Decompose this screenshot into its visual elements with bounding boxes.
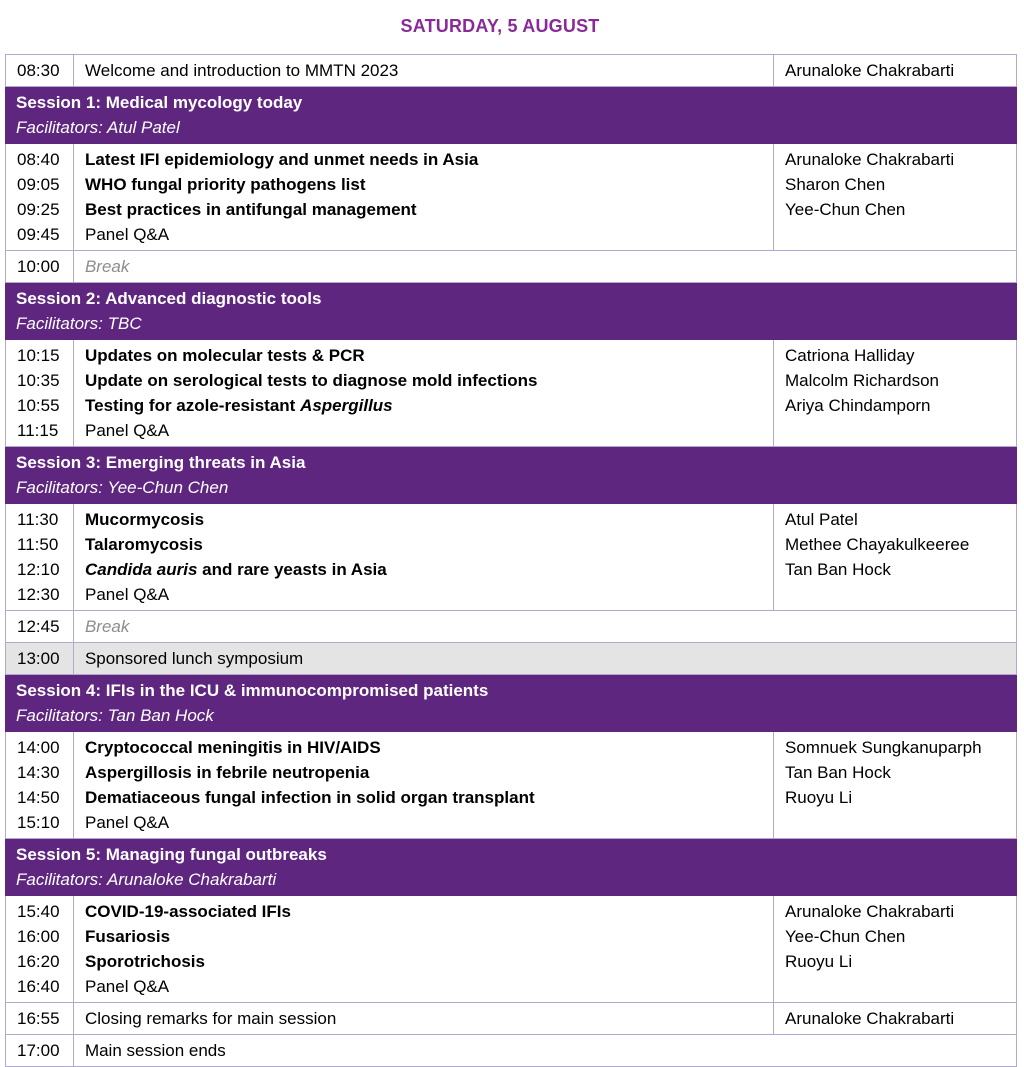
talk-title	[85, 222, 773, 247]
agenda-row	[5, 1003, 1017, 1035]
time-cell: 10:55	[17, 396, 60, 415]
title-part: Panel Q&A	[85, 225, 170, 244]
time-column	[6, 732, 74, 838]
time-column	[6, 504, 74, 610]
speaker-name	[785, 974, 1016, 999]
time-cell: 10:35	[17, 371, 60, 390]
speaker-name: Somnuek Sungkanuparph	[785, 738, 982, 757]
agenda-group	[5, 504, 1017, 611]
talk-title	[85, 393, 773, 418]
speaker-cell: Arunaloke Chakrabarti	[785, 61, 955, 80]
speaker-name: Catriona Halliday	[785, 346, 915, 365]
time-cell: 08:30	[6, 55, 74, 86]
title-part: Dematiaceous fungal infection in solid organ transplant	[85, 788, 535, 807]
session-facilitators: Facilitators: Atul Patel	[16, 118, 180, 137]
speaker-name: Tan Ban Hock	[785, 560, 891, 579]
agenda-group	[5, 732, 1017, 839]
title-cell	[74, 1003, 774, 1034]
session-facilitators: Facilitators: TBC	[16, 314, 142, 333]
title-part: Update on serological tests to diagnose mold infections	[85, 371, 538, 390]
speaker-name: Yee-Chun Chen	[785, 927, 906, 946]
time-cell: 10:00	[6, 251, 74, 282]
session-header	[5, 675, 1017, 732]
title-part: Testing for azole-resistant	[85, 396, 301, 415]
title-part: Fusariosis	[85, 927, 171, 946]
time-cell: 15:40	[17, 902, 60, 921]
speaker-name: Malcolm Richardson	[785, 371, 939, 390]
time-cell: 11:50	[17, 535, 59, 554]
time-cell: 09:25	[17, 200, 60, 219]
speaker-name: Arunaloke Chakrabarti	[785, 902, 955, 921]
talk-title	[85, 582, 773, 607]
talk-title	[85, 507, 773, 532]
speaker-column	[774, 144, 1016, 250]
talk-title	[85, 368, 773, 393]
session-header	[5, 87, 1017, 144]
time-column	[6, 144, 74, 250]
title-part: Candida auris	[85, 560, 198, 579]
speaker-name: Arunaloke Chakrabarti	[785, 150, 955, 169]
title-part: Panel Q&A	[85, 813, 170, 832]
speaker-column	[774, 504, 1016, 610]
speaker-name: Ariya Chindamporn	[785, 396, 931, 415]
title-part: Aspergillus	[300, 396, 393, 415]
time-cell: 12:10	[17, 560, 60, 579]
title-part: WHO fungal priority pathogens list	[85, 175, 366, 194]
speaker-name: Methee Chayakulkeeree	[785, 535, 970, 554]
break-row	[5, 611, 1017, 643]
time-cell: 08:40	[17, 150, 60, 169]
time-cell: 09:05	[17, 175, 60, 194]
break-row	[5, 251, 1017, 283]
break-label: Break	[84, 257, 130, 276]
agenda-group	[5, 340, 1017, 447]
agenda-table	[5, 54, 1017, 1067]
talk-title	[85, 147, 773, 172]
talk-title	[85, 785, 773, 810]
session-header	[5, 839, 1017, 896]
talk-title	[85, 924, 773, 949]
speaker-cell: Arunaloke Chakrabarti	[785, 1009, 955, 1028]
talk-title	[85, 949, 773, 974]
title-part: Latest IFI epidemiology and unmet needs in Asia	[85, 150, 479, 169]
speaker-name: Ruoyu Li	[785, 952, 853, 971]
agenda-row	[5, 1035, 1017, 1067]
title-part: Main session ends	[84, 1041, 226, 1060]
title-column	[74, 732, 774, 838]
speaker-column	[774, 732, 1016, 838]
talk-title	[85, 735, 773, 760]
session-header	[5, 447, 1017, 504]
title-part: Panel Q&A	[85, 585, 170, 604]
session-title: Session 1: Medical mycology today	[16, 93, 303, 112]
talk-title	[85, 532, 773, 557]
title-part: Cryptococcal meningitis in HIV/AIDS	[85, 738, 381, 757]
title-part: Best practices in antifungal management	[85, 200, 417, 219]
time-cell: 10:15	[17, 346, 60, 365]
time-cell: 16:40	[17, 977, 60, 996]
time-cell: 12:30	[17, 585, 60, 604]
title-part: Welcome and introduction to MMTN 2023	[85, 61, 399, 80]
title-part: Sponsored lunch symposium	[84, 649, 304, 668]
title-part: Talaromycosis	[85, 535, 203, 554]
session-title: Session 2: Advanced diagnostic tools	[16, 289, 322, 308]
speaker-name: Yee-Chun Chen	[785, 200, 906, 219]
session-title: Session 3: Emerging threats in Asia	[16, 453, 306, 472]
time-cell: 14:00	[17, 738, 60, 757]
talk-title	[85, 557, 773, 582]
title-column	[74, 504, 774, 610]
speaker-name	[785, 418, 1016, 443]
time-cell: 16:20	[17, 952, 60, 971]
talk-title	[85, 172, 773, 197]
time-cell: 11:30	[17, 510, 59, 529]
title-part: Panel Q&A	[85, 421, 170, 440]
break-label: Break	[84, 617, 130, 636]
speaker-column	[774, 340, 1016, 446]
speaker-name: Atul Patel	[785, 510, 858, 529]
time-cell: 11:15	[17, 421, 59, 440]
agenda-row	[5, 643, 1017, 675]
title-part: Mucormycosis	[85, 510, 205, 529]
talk-title	[85, 197, 773, 222]
time-cell: 17:00	[6, 1035, 74, 1066]
time-column	[6, 896, 74, 1002]
title-part: Closing remarks for main session	[85, 1009, 337, 1028]
agenda-row	[5, 54, 1017, 87]
talk-title	[85, 810, 773, 835]
talk-title	[85, 760, 773, 785]
session-title: Session 5: Managing fungal outbreaks	[16, 845, 327, 864]
time-cell: 15:10	[17, 813, 60, 832]
time-cell: 09:45	[17, 225, 60, 244]
title-part: and rare yeasts in Asia	[197, 560, 387, 579]
time-cell: 16:00	[17, 927, 60, 946]
speaker-name	[785, 582, 1016, 607]
title-column	[74, 340, 774, 446]
page-title: SATURDAY, 5 AUGUST	[400, 16, 600, 36]
time-cell: 14:50	[17, 788, 60, 807]
title-column	[74, 896, 774, 1002]
session-facilitators: Facilitators: Arunaloke Chakrabarti	[16, 870, 277, 889]
title-cell	[74, 1035, 1016, 1066]
talk-title	[85, 418, 773, 443]
speaker-name: Tan Ban Hock	[785, 763, 891, 782]
title-cell	[74, 55, 774, 86]
agenda-group	[5, 144, 1017, 251]
title-part: Sporotrichosis	[85, 952, 205, 971]
speaker-name	[785, 810, 1016, 835]
talk-title	[85, 343, 773, 368]
session-facilitators: Facilitators: Tan Ban Hock	[16, 706, 214, 725]
time-cell: 14:30	[17, 763, 60, 782]
session-facilitators: Facilitators: Yee-Chun Chen	[16, 478, 229, 497]
time-cell: 13:00	[6, 643, 74, 674]
title-part: Updates on molecular tests & PCR	[85, 346, 365, 365]
time-column	[6, 340, 74, 446]
time-cell: 12:45	[6, 611, 74, 642]
speaker-name: Sharon Chen	[785, 175, 886, 194]
talk-title	[85, 899, 773, 924]
title-part: Aspergillosis in febrile neutropenia	[85, 763, 370, 782]
talk-title	[85, 974, 773, 999]
session-header	[5, 283, 1017, 340]
speaker-name: Ruoyu Li	[785, 788, 853, 807]
agenda-group	[5, 896, 1017, 1003]
title-part: Panel Q&A	[85, 977, 170, 996]
title-column	[74, 144, 774, 250]
title-part: COVID-19-associated IFIs	[85, 902, 291, 921]
title-cell	[74, 643, 1016, 674]
time-cell: 16:55	[6, 1003, 74, 1034]
speaker-column	[774, 896, 1016, 1002]
session-title: Session 4: IFIs in the ICU & immunocompromised patients	[16, 681, 489, 700]
speaker-name	[785, 222, 1016, 247]
